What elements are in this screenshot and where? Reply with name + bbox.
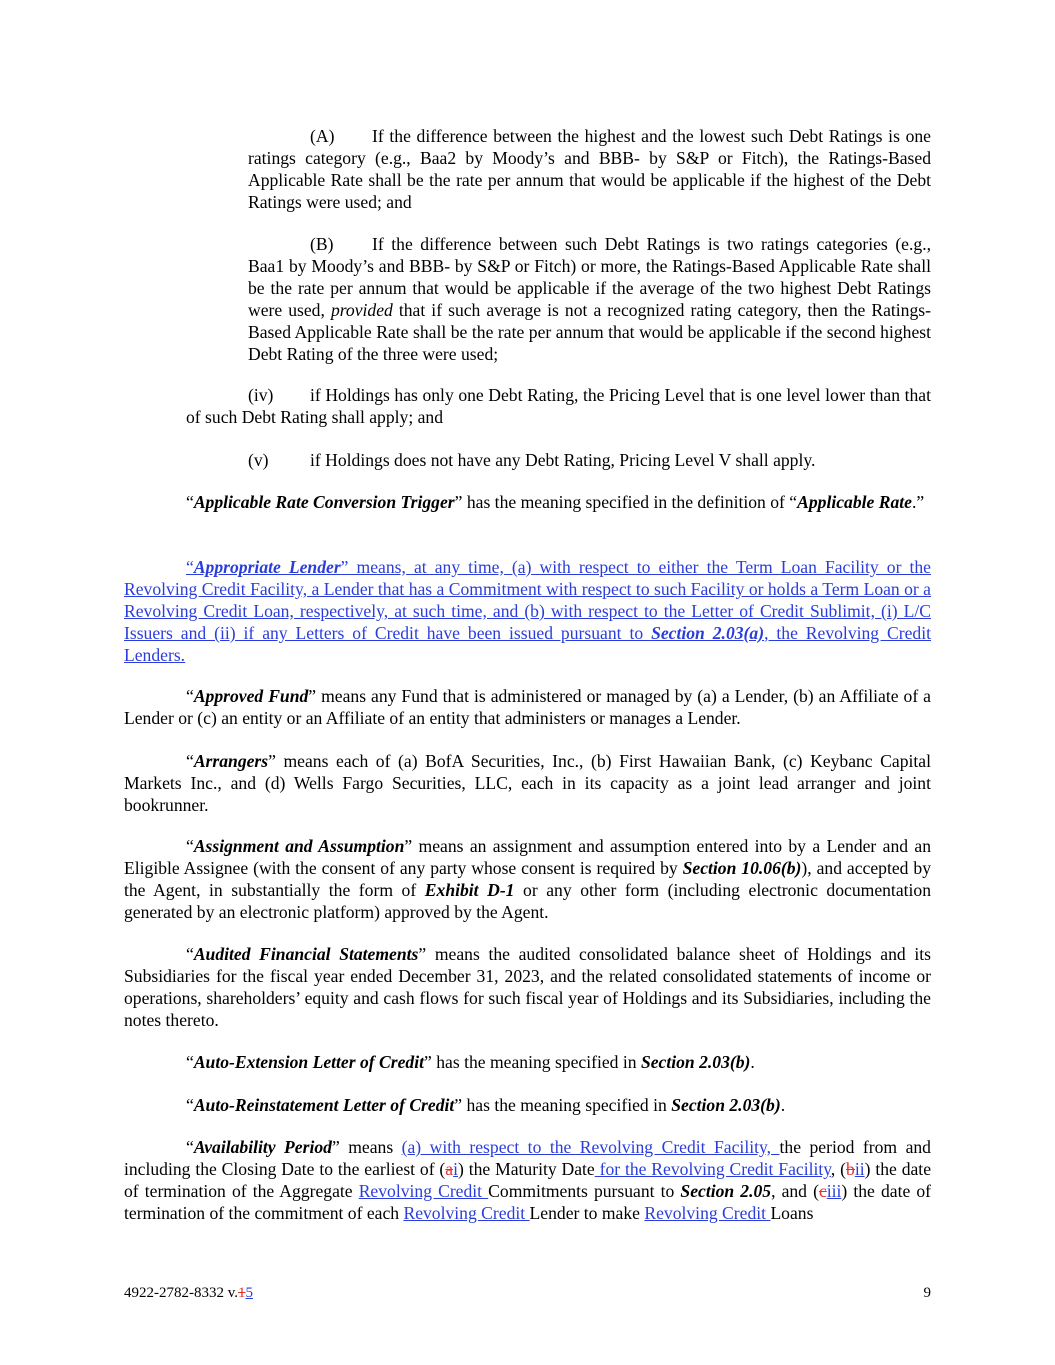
clause-iv-text: if Holdings has only one Debt Rating, the Pricing Level that is one level lower than that of such Debt Rating shall apply; and — [186, 385, 931, 427]
deleted-text: b — [846, 1159, 855, 1179]
closing-text: .” — [911, 492, 925, 512]
defined-term: Assignment and Assumption — [193, 836, 405, 856]
clause-v — [186, 449, 931, 471]
open-quote: “ — [186, 1052, 194, 1072]
inserted-text: (a) with respect to the Revolving Credit Facility, — [401, 1137, 780, 1157]
definition-text: ” means the audited consolidated balance sheet of Holdings and its Subsidiaries for the fiscal year ended December 31, 2023, and the related consolidated statements of income or operations, shareholders’ equity and cash flows for such fiscal year of Holdings and its Subsidiaries, including the notes thereto. — [124, 944, 931, 1030]
defined-term: Auto-Reinstatement Letter of Credit — [193, 1095, 455, 1115]
defined-term: Arrangers — [193, 751, 269, 771]
text-segment: , and ( — [771, 1181, 819, 1201]
inserted-text: i — [453, 1159, 458, 1179]
open-quote: “ — [186, 751, 194, 771]
text-segment: ) the date of termination of the commitment of each — [124, 1181, 932, 1223]
defined-term: Availability Period — [193, 1137, 332, 1157]
clause-B-text-1: If the difference between such Debt Ratings is two ratings categories (e.g., Baa1 by Moody’s and BBB- by S&P or Fitch) or more, the Ratings-Based Applicable Rate shall be the rate per annum that would be applicable if the average of the two highest Debt Ratings were used, — [248, 234, 931, 320]
definition-auto-extension-letter-of-credit — [124, 1051, 931, 1073]
definition-text-end: , the Revolving Credit Lenders. — [124, 623, 931, 665]
period: . — [750, 1052, 755, 1072]
section-reference: Section 2.05 — [680, 1181, 772, 1201]
clause-iv — [186, 384, 931, 428]
text-segment: , ( — [830, 1159, 847, 1179]
period: . — [780, 1095, 786, 1115]
text-segment: ” means — [331, 1137, 402, 1157]
text-segment: Commitments pursuant to — [488, 1181, 681, 1201]
inserted-text: Revolving Credit — [358, 1181, 489, 1201]
definition-auto-reinstatement-letter-of-credit — [124, 1094, 931, 1116]
clause-B-text-2: that if such average is not a recognized rating category, then the Ratings-Based Applicable Rate shall be the rate per annum that would be applicable if the second highest Debt Rating of the three were used; — [248, 300, 931, 364]
clause-v-text: if Holdings does not have any Debt Rating, Pricing Level V shall apply. — [310, 450, 816, 470]
clause-B-label: (B) — [310, 234, 334, 254]
inserted-version: 5 — [245, 1285, 254, 1301]
inserted-text: ii — [854, 1159, 865, 1179]
exhibit-reference: Exhibit D-1 — [424, 880, 515, 900]
text-segment: the period from and including the Closing Date to the earliest of ( — [124, 1137, 931, 1179]
definition-appropriate-lender-inserted — [124, 556, 931, 666]
text-segment: Lender to make — [529, 1203, 645, 1223]
open-quote: “ — [186, 944, 194, 964]
clause-A — [248, 125, 931, 213]
section-reference: Section 2.03(b) — [671, 1095, 781, 1115]
clause-B-provided: provided — [330, 300, 393, 320]
definition-applicable-rate-conversion-trigger — [124, 491, 931, 513]
clause-A-text: If the difference between the highest and the lowest such Debt Ratings is one ratings category (e.g., Baa2 by Moody’s and BBB- by S&P or Fitch), the Ratings-Based Applicable Rate shall be the rate per annum that would be applicable if the highest of the Debt Ratings were used; and — [248, 126, 931, 212]
definition-text-3: or any other form (including electronic documentation generated by an electronic platform) approved by the Agent. — [124, 880, 931, 922]
defined-term: Approved Fund — [193, 686, 309, 706]
open-quote: “ — [186, 686, 194, 706]
deleted-text: c — [818, 1181, 827, 1201]
inserted-text: Revolving Credit — [644, 1203, 771, 1223]
definition-text: ” has the meaning specified in the definition of “ — [454, 492, 798, 512]
section-reference: Section 10.06(b) — [682, 858, 802, 878]
open-quote: “ — [186, 1137, 194, 1157]
definition-arrangers — [124, 750, 931, 816]
inserted-text: for the Revolving Credit Facility — [594, 1159, 831, 1179]
text-segment: ) the Maturity Date — [458, 1159, 595, 1179]
deleted-text: a — [445, 1159, 454, 1179]
clause-iv-label: (iv) — [248, 385, 274, 405]
definition-approved-fund — [124, 685, 931, 729]
definition-text: ” means each of (a) BofA Securities, Inc., (b) First Hawaiian Bank, (c) Keybanc Capital Markets Inc., and (d) Wells Fargo Securities, LLC, each in its capacity as a joint lead arranger and joint bookrunner. — [124, 751, 931, 815]
definition-text: ” means any Fund that is administered or managed by (a) a Lender, (b) an Affiliate of a Lender or (c) an entity or an Affiliate of an entity that administers or manages a Lender. — [124, 686, 931, 728]
page-number: 9 — [923, 1285, 931, 1301]
footer-document-id — [124, 1282, 253, 1304]
definition-text-2: ), and accepted by the Agent, in substantially the form of — [124, 858, 931, 900]
open-quote: “ — [186, 836, 194, 856]
inserted-text: Revolving Credit — [403, 1203, 530, 1223]
cross-reference: Applicable Rate — [797, 492, 912, 512]
definition-text: ” means, at any time, (a) with respect to either the Term Loan Facility or the Revolving Credit Facility, a Lender that has a Commitment with respect to such Facility or holds a Term Loan or a Revolving Credit Loan, respectively, at such time, and (b) with respect to the Letter of Credit Sublimit, (i) L/C Issuers and (ii) if any Letters of Credit have been issued pursuant to — [124, 557, 931, 643]
defined-term: Auto-Extension Letter of Credit — [193, 1052, 425, 1072]
open-quote: “ — [186, 1095, 194, 1115]
definition-assignment-and-assumption — [124, 835, 931, 923]
text-segment: ) the date of termination of the Aggregate — [124, 1159, 932, 1201]
inserted-text: iii — [826, 1181, 842, 1201]
section-reference: Section 2.03(b) — [640, 1052, 751, 1072]
open-quote: “ — [186, 557, 194, 577]
clause-v-label: (v) — [248, 450, 269, 470]
definition-text-1: ” means an assignment and assumption entered into by a Lender and an Eligible Assignee (with the consent of any party whose consent is required by — [124, 836, 931, 878]
clause-B — [248, 233, 931, 365]
clause-A-label: (A) — [310, 126, 335, 146]
text-segment: Loans — [770, 1203, 814, 1223]
definition-audited-financial-statements — [124, 943, 931, 1031]
doc-id-text: 4922-2782-8332 v. — [124, 1285, 239, 1301]
definition-availability-period — [124, 1136, 931, 1224]
definition-text: ” has the meaning specified in — [454, 1095, 672, 1115]
defined-term: Appropriate Lender — [193, 557, 341, 577]
definition-text: ” has the meaning specified in — [424, 1052, 641, 1072]
open-quote: “ — [186, 492, 194, 512]
deleted-version: 1 — [238, 1285, 246, 1301]
defined-term: Audited Financial Statements — [193, 944, 419, 964]
defined-term: Applicable Rate Conversion Trigger — [193, 492, 455, 512]
section-reference: Section 2.03(a) — [651, 623, 765, 643]
